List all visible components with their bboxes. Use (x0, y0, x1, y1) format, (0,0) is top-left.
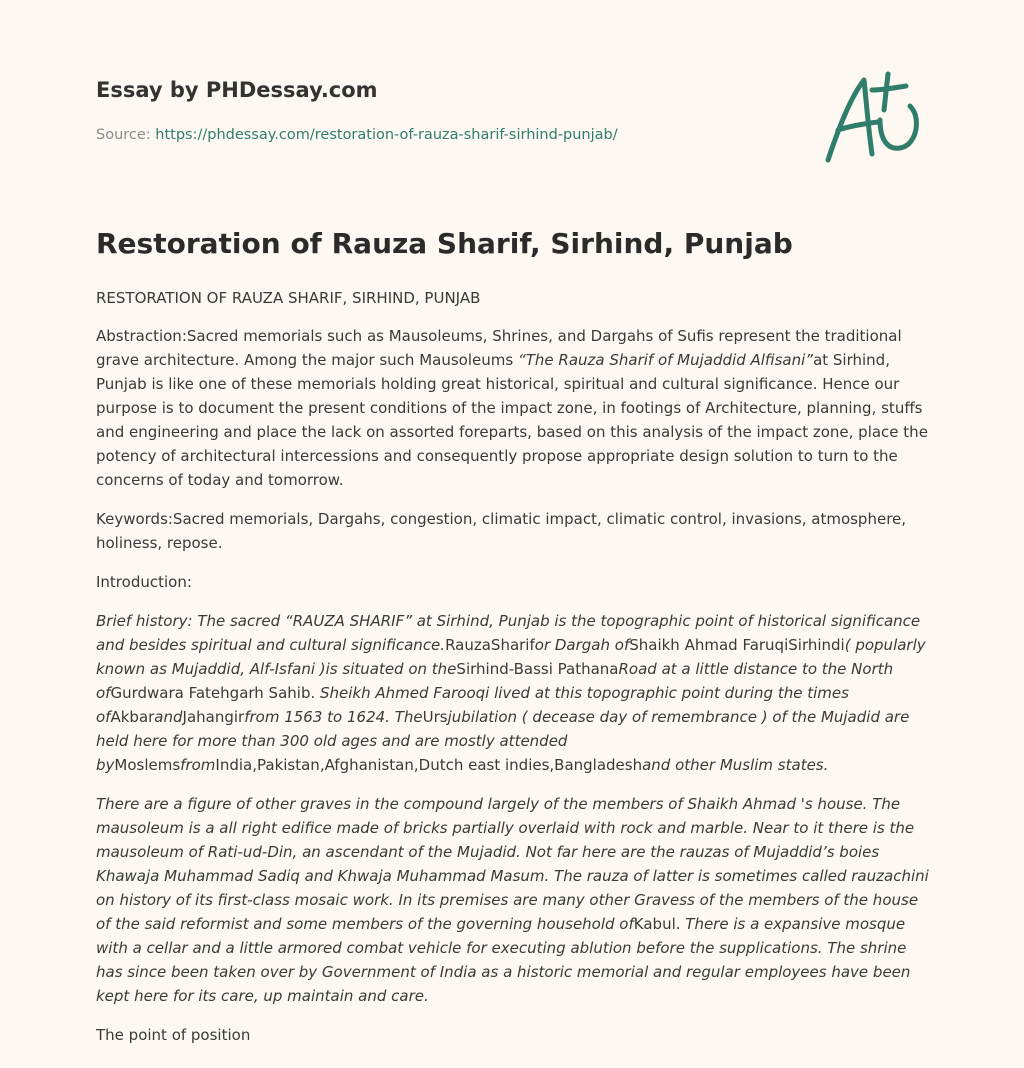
history-s5: ( popularly known as Mujaddid, Alf-Isfani )is situated on the (96, 636, 926, 678)
essay-header (96, 76, 796, 145)
history-s8: Gurdwara Fatehgarh Sahib. (110, 684, 316, 702)
graves-g2: Kabul. (633, 915, 681, 933)
history-s15: jubilation ( decease day of remembrance ) of the Mujadid are held here for more than 300 old ages and are mostly attended by (96, 708, 910, 774)
position-heading: The point of position (96, 1026, 251, 1044)
abstract-quote: “The Rauza Sharif of Mujaddid Alfisani” (517, 351, 814, 369)
history-s14: Urs (422, 708, 448, 726)
source-link[interactable]: https://phdessay.com/restoration-of-rauza-sharif-sirhind-punjab/ (155, 127, 618, 143)
history-s9: Sheikh Ahmed Farooqi lived at this topographic point during the times of (96, 684, 849, 726)
abstract-text-2: at Sirhind, Punjab is like one of these memorials holding great historical, spiritual and cultural significance. Hence our purpose is to document the present conditions of the impact zone, in footings of Architecture, planning, stuffs and engineering and place the lack on assorted foreparts, based on this analysis of the impact zone, place the potency of architectural intercessions and consequently propose appropriate design solution to turn to the concerns of today and tomorrow. (96, 351, 928, 489)
history-paragraph (96, 609, 932, 777)
source-label: Source: (96, 127, 156, 143)
abstract-paragraph (96, 324, 932, 492)
history-s16: Moslems (114, 756, 181, 774)
history-s19: and other Muslim states. (642, 756, 829, 774)
history-s12: Jahangir (182, 708, 245, 726)
history-s2: RauzaSharif (445, 636, 535, 654)
history-s13: from 1563 to 1624. The (244, 708, 423, 726)
history-s10: Akbar (110, 708, 155, 726)
history-s6: Sirhind-Bassi Pathana (456, 660, 619, 678)
graves-paragraph (96, 792, 932, 1008)
essay-content (96, 224, 932, 1062)
history-s1: Brief history: The sacred “RAUZA SHARIF” at Sirhind, Punjab is the topographic point of historical significance and besides spiritual and cultural significance. (96, 612, 921, 654)
history-s7: Road at a little distance to the North of (96, 660, 894, 702)
introduction-heading: Introduction: (96, 573, 192, 591)
site-title: Essay by PHDessay.com (96, 78, 378, 102)
graves-g3: There is a expansive mosque with a cellar and a little armored combat vehicle for executing ablution before the supplications. The shrine has since been taken over by Government of India as a historic memorial and regular employees have been kept here for its care, up maintain and care. (96, 915, 911, 1005)
a-plus-logo-icon (820, 68, 930, 168)
essay-subtitle: RESTORATION OF RAUZA SHARIF, SIRHIND, PUNJAB (96, 289, 481, 307)
graves-g1: There are a figure of other graves in the compound largely of the members of Shaikh Ahmad 's house. The mausoleum is a all right edifice made of bricks partially overlaid with rock and marble. Near to it there is the mausoleum of Rati-ud-Din, an ascendant of the Mujadid. Not far here are the rauzas of Mujaddid’s boies Khawaja Muhammad Sadiq and Khwaja Muhammad Masum. The rauza of latter is sometimes called rauzachini on history of its first-class mosaic work. In its premises are many other Gravess of the members of the house of the said reformist and some members of the governing household of (96, 795, 929, 933)
essay-title: Restoration of Rauza Sharif, Sirhind, Punjab (96, 227, 793, 260)
history-s4: Shaikh Ahmad FaruqiSirhindi (629, 636, 845, 654)
abstract-text-1: Abstraction:Sacred memorials such as Mausoleums, Shrines, and Dargahs of Sufis represent the traditional grave architecture. Among the major such Mausoleums (96, 327, 902, 369)
keywords-paragraph: Keywords:Sacred memorials, Dargahs, congestion, climatic impact, climatic control, invasions, atmosphere, holiness, repose. (96, 510, 907, 552)
source-line (96, 125, 796, 145)
history-s18: India,Pakistan,Afghanistan,Dutch east indies,Bangladesh (215, 756, 643, 774)
history-s17: from (180, 756, 216, 774)
history-s11: and (154, 708, 183, 726)
history-s3: or Dargah of (534, 636, 630, 654)
